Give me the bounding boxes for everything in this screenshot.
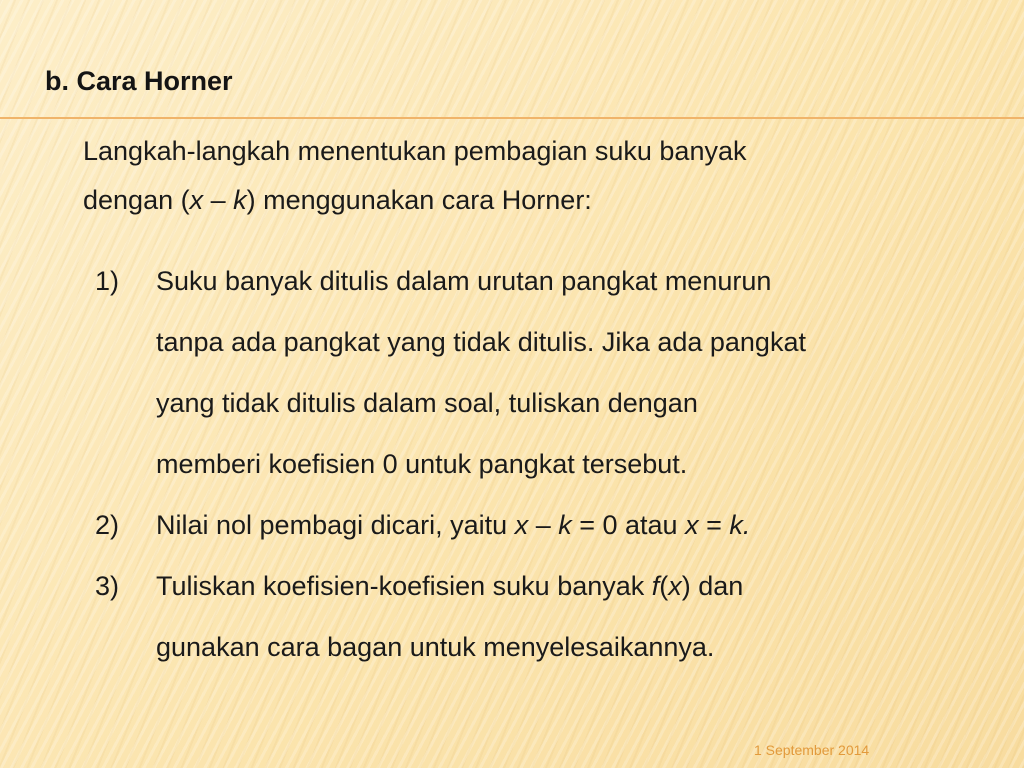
step-number-3: 3) xyxy=(95,571,120,601)
title-divider-line xyxy=(0,117,1024,119)
step-2-var-x-2: x xyxy=(685,510,699,540)
intro-var-x: x xyxy=(189,185,204,215)
intro-paragraph xyxy=(83,127,983,225)
step-1-line-2: tanpa ada pangkat yang tidak ditulis. Jika ada pangkat xyxy=(156,327,806,357)
step-2-equals-zero: = 0 atau xyxy=(571,510,686,540)
step-2-var-k-2: k. xyxy=(729,510,751,540)
horner-steps-list xyxy=(95,251,995,678)
step-3-func-x: x xyxy=(668,571,682,601)
slide-title: b. Cara Horner xyxy=(45,66,233,96)
step-3-suffix: ) dan xyxy=(681,571,744,601)
step-2-minus: – xyxy=(528,510,559,540)
step-item-2 xyxy=(95,495,995,556)
intro-line-2-prefix: dengan ( xyxy=(83,185,190,215)
step-2-var-k: k xyxy=(558,510,572,540)
step-2-var-x: x xyxy=(514,510,529,540)
step-2-equals: = xyxy=(698,510,730,540)
step-3-paren-open: ( xyxy=(659,571,669,601)
step-text-2 xyxy=(156,495,995,556)
step-1-line-3: yang tidak ditulis dalam soal, tuliskan dengan xyxy=(156,388,698,418)
step-item-3 xyxy=(95,556,995,678)
intro-line-2-mid: – xyxy=(203,185,234,215)
step-text-1 xyxy=(156,251,995,495)
intro-var-k: k xyxy=(233,185,247,215)
step-3-func-f: f xyxy=(651,571,660,601)
step-text-3 xyxy=(156,556,995,678)
footer-date: 1 September 2014 xyxy=(754,742,870,758)
step-3-prefix: Tuliskan koefisien-koefisien suku banyak xyxy=(156,571,652,601)
intro-line-1: Langkah-langkah menentukan pembagian suku banyak xyxy=(83,136,747,166)
intro-line-2-suffix: ) menggunakan cara Horner: xyxy=(246,185,592,215)
step-number-2: 2) xyxy=(95,510,120,540)
step-item-1 xyxy=(95,251,995,495)
step-number-1: 1) xyxy=(95,266,120,296)
step-1-line-4: memberi koefisien 0 untuk pangkat tersebut. xyxy=(156,449,688,479)
step-1-line-1: Suku banyak ditulis dalam urutan pangkat menurun xyxy=(156,266,772,296)
step-2-prefix: Nilai nol pembagi dicari, yaitu xyxy=(156,510,515,540)
step-3-line-2: gunakan cara bagan untuk menyelesaikannya. xyxy=(156,632,715,662)
